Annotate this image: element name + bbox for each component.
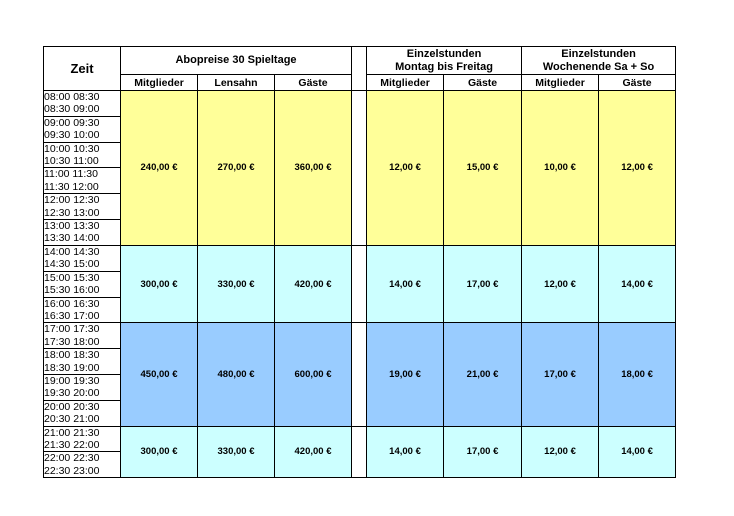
price-table — [43, 46, 676, 478]
time-cell — [44, 400, 121, 426]
column-header-weekday-members: Mitglieder — [367, 75, 444, 91]
time-slot-label: 13:30 14:00 — [44, 232, 100, 245]
column-header-weekend-members: Mitglieder — [522, 75, 599, 91]
time-slot-label: 17:00 17:30 — [44, 323, 100, 336]
table-row — [44, 245, 676, 271]
price-weekend-members: 17,00 € — [522, 323, 599, 426]
time-slot-label: 09:30 10:00 — [44, 129, 100, 142]
time-cell — [44, 168, 121, 194]
time-cell — [44, 91, 121, 117]
price-abo-guests: 600,00 € — [275, 323, 352, 426]
price-abo-lensahn: 330,00 € — [198, 245, 275, 322]
price-abo-members: 450,00 € — [121, 323, 198, 426]
weekday-group-header — [367, 47, 522, 75]
time-slot-label: 19:30 20:00 — [44, 387, 100, 400]
price-abo-members: 300,00 € — [121, 245, 198, 322]
price-weekday-guests: 17,00 € — [444, 426, 522, 478]
time-cell — [44, 245, 121, 271]
price-abo-guests: 420,00 € — [275, 245, 352, 322]
column-header-abo-guests: Gäste — [275, 75, 352, 91]
time-cell — [44, 323, 121, 349]
price-weekend-members: 12,00 € — [522, 245, 599, 322]
time-slot-label: 18:30 19:00 — [44, 361, 100, 374]
time-slot-label: 10:00 10:30 — [44, 142, 100, 155]
spacer-column — [352, 91, 367, 246]
time-slot-label: 12:00 12:30 — [44, 194, 100, 207]
time-cell — [44, 194, 121, 220]
time-slot-label: 20:00 20:30 — [44, 400, 100, 413]
price-weekend-members: 12,00 € — [522, 426, 599, 478]
time-slot-label: 10:30 11:00 — [44, 155, 99, 168]
time-slot-label: 22:30 23:00 — [44, 464, 100, 477]
price-weekday-members: 19,00 € — [367, 323, 444, 426]
column-header-abo-members: Mitglieder — [121, 75, 198, 91]
price-abo-lensahn: 270,00 € — [198, 91, 275, 246]
price-weekday-guests: 21,00 € — [444, 323, 522, 426]
time-slot-label: 16:00 16:30 — [44, 297, 100, 310]
price-weekend-guests: 12,00 € — [599, 91, 676, 246]
spacer-column — [352, 426, 367, 478]
time-slot-label: 20:30 21:00 — [44, 413, 100, 426]
price-weekday-guests: 17,00 € — [444, 245, 522, 322]
time-cell — [44, 116, 121, 142]
price-weekday-members: 14,00 € — [367, 245, 444, 322]
weekday-header-line: Einzelstunden — [406, 47, 482, 60]
time-cell — [44, 426, 121, 452]
time-slot-label: 14:30 15:00 — [44, 258, 100, 271]
time-slot-label: 12:30 13:00 — [44, 206, 100, 219]
price-weekend-members: 10,00 € — [522, 91, 599, 246]
weekend-group-header — [522, 47, 676, 75]
time-slot-label: 15:30 16:00 — [44, 284, 100, 297]
time-slot-label: 21:00 21:30 — [44, 426, 100, 439]
spacer-column — [352, 323, 367, 426]
time-slot-label: 21:30 22:00 — [44, 438, 100, 451]
time-slot-label: 15:00 15:30 — [44, 271, 100, 284]
weekday-header-line: Montag bis Freitag — [395, 60, 493, 73]
time-slot-label: 11:30 12:00 — [44, 180, 99, 193]
price-weekend-guests: 14,00 € — [599, 426, 676, 478]
price-abo-lensahn: 480,00 € — [198, 323, 275, 426]
price-weekday-members: 14,00 € — [367, 426, 444, 478]
time-slot-label: 13:00 13:30 — [44, 220, 100, 233]
spacer-column — [352, 245, 367, 322]
header-row — [44, 47, 676, 75]
column-header-weekend-guests: Gäste — [599, 75, 676, 91]
time-slot-label: 19:00 19:30 — [44, 374, 100, 387]
time-cell — [44, 374, 121, 400]
time-slot-label: 22:00 22:30 — [44, 452, 100, 465]
time-cell — [44, 220, 121, 246]
time-slot-label: 18:00 18:30 — [44, 349, 100, 362]
table-row — [44, 323, 676, 349]
price-weekend-guests: 18,00 € — [599, 323, 676, 426]
time-slot-label: 11:00 11:30 — [44, 168, 98, 181]
time-cell — [44, 349, 121, 375]
price-weekday-members: 12,00 € — [367, 91, 444, 246]
time-slot-label: 08:00 08:30 — [44, 91, 100, 103]
price-abo-lensahn: 330,00 € — [198, 426, 275, 478]
price-abo-members: 300,00 € — [121, 426, 198, 478]
column-header-abo-lensahn: Lensahn — [198, 75, 275, 91]
time-cell — [44, 142, 121, 168]
time-slot-label: 17:30 18:00 — [44, 335, 100, 348]
column-header-weekday-guests: Gäste — [444, 75, 522, 91]
weekend-header-line: Wochenende Sa + So — [542, 60, 655, 73]
time-slot-label: 09:00 09:30 — [44, 116, 100, 129]
price-weekday-guests: 15,00 € — [444, 91, 522, 246]
price-abo-guests: 420,00 € — [275, 426, 352, 478]
table-row — [44, 426, 676, 452]
weekend-header-line: Einzelstunden — [561, 47, 636, 60]
subscription-group-header: Abopreise 30 Spieltage — [121, 47, 352, 75]
time-cell — [44, 452, 121, 478]
time-slot-label: 08:30 09:00 — [44, 103, 100, 116]
spacer-column — [352, 47, 367, 91]
table-row — [44, 91, 676, 117]
time-slot-label: 14:00 14:30 — [44, 245, 100, 258]
price-abo-members: 240,00 € — [121, 91, 198, 246]
time-slot-label: 16:30 17:00 — [44, 309, 100, 322]
price-weekend-guests: 14,00 € — [599, 245, 676, 322]
time-column-header: Zeit — [44, 47, 121, 91]
time-cell — [44, 297, 121, 323]
price-abo-guests: 360,00 € — [275, 91, 352, 246]
time-cell — [44, 271, 121, 297]
